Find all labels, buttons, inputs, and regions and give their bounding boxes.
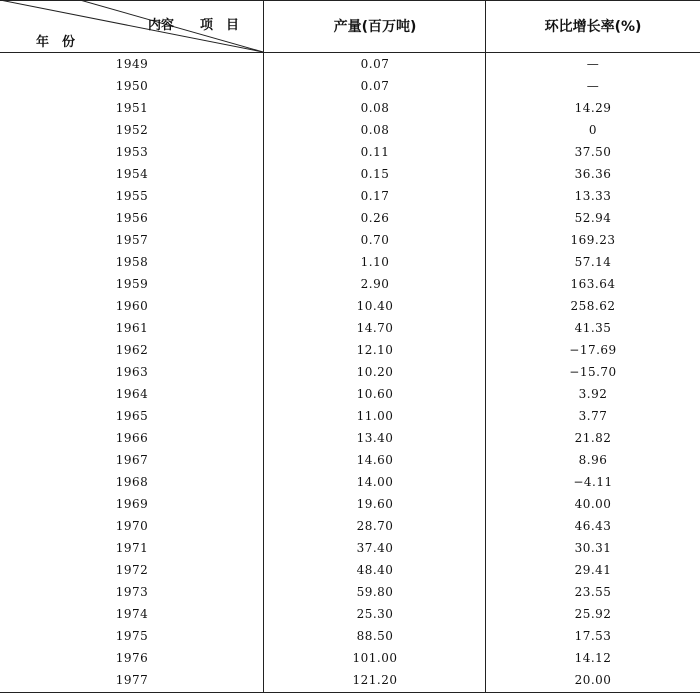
table-row <box>0 427 700 449</box>
table-row <box>0 273 700 295</box>
table-row <box>0 537 700 559</box>
production-cell: 0.07 <box>360 57 390 71</box>
table-row <box>0 75 700 97</box>
year-cell: 1971 <box>115 541 149 555</box>
growth-rate-cell: 37.50 <box>574 145 612 159</box>
production-cell: 2.90 <box>360 277 390 291</box>
year-cell: 1969 <box>115 497 149 511</box>
header-growth-rate: 环比增长率(%) <box>544 19 642 35</box>
growth-rate-cell: 8.96 <box>578 453 608 467</box>
table-row <box>0 229 700 251</box>
production-cell: 0.11 <box>360 145 390 159</box>
growth-rate-cell: 23.55 <box>574 585 612 599</box>
growth-rate-cell: 36.36 <box>574 167 612 181</box>
growth-rate-cell: 57.14 <box>574 255 612 269</box>
production-cell: 10.60 <box>356 387 394 401</box>
growth-rate-cell: −4.11 <box>573 475 613 489</box>
growth-rate-cell: 163.64 <box>570 277 616 291</box>
year-cell: 1968 <box>115 475 149 489</box>
table-row <box>0 449 700 471</box>
year-cell: 1965 <box>115 409 149 423</box>
table-body <box>0 53 700 691</box>
growth-rate-cell: 258.62 <box>570 299 616 313</box>
table-row <box>0 515 700 537</box>
year-cell: 1963 <box>115 365 149 379</box>
growth-rate-cell: 25.92 <box>574 607 612 621</box>
table-row <box>0 581 700 603</box>
production-cell: 0.70 <box>360 233 390 247</box>
table-row <box>0 207 700 229</box>
growth-rate-cell: 41.35 <box>574 321 612 335</box>
production-cell: 0.07 <box>360 79 390 93</box>
table-row <box>0 163 700 185</box>
growth-rate-cell: 20.00 <box>574 673 612 687</box>
production-cell: 48.40 <box>356 563 394 577</box>
header-production: 产量(百万吨) <box>333 19 417 35</box>
year-cell: 1959 <box>115 277 149 291</box>
production-cell: 101.00 <box>352 651 398 665</box>
production-cell: 59.80 <box>356 585 394 599</box>
growth-rate-cell: 14.12 <box>574 651 612 665</box>
year-cell: 1952 <box>115 123 149 137</box>
growth-rate-cell: 21.82 <box>574 431 612 445</box>
production-cell: 14.00 <box>356 475 394 489</box>
table-row <box>0 559 700 581</box>
corner-label-top: 内容 项 目 <box>148 18 240 33</box>
year-cell: 1961 <box>115 321 149 335</box>
table-row <box>0 339 700 361</box>
year-cell: 1966 <box>115 431 149 445</box>
growth-rate-cell: — <box>586 57 600 71</box>
year-cell: 1975 <box>115 629 149 643</box>
year-cell: 1973 <box>115 585 149 599</box>
table-row <box>0 185 700 207</box>
production-cell: 25.30 <box>356 607 394 621</box>
year-cell: 1974 <box>115 607 149 621</box>
table-row <box>0 119 700 141</box>
corner-label-bottom: 年 份 <box>36 35 76 50</box>
growth-rate-cell: 169.23 <box>570 233 616 247</box>
year-cell: 1950 <box>115 79 149 93</box>
year-cell: 1949 <box>115 57 149 71</box>
year-cell: 1957 <box>115 233 149 247</box>
table-row <box>0 97 700 119</box>
table-row <box>0 471 700 493</box>
year-cell: 1956 <box>115 211 149 225</box>
year-cell: 1970 <box>115 519 149 533</box>
year-cell: 1955 <box>115 189 149 203</box>
growth-rate-cell: 17.53 <box>574 629 612 643</box>
table-row <box>0 669 700 691</box>
table-row <box>0 317 700 339</box>
growth-rate-cell: 46.43 <box>574 519 612 533</box>
year-cell: 1977 <box>115 673 149 687</box>
year-cell: 1951 <box>115 101 149 115</box>
production-cell: 0.08 <box>360 123 390 137</box>
production-cell: 0.08 <box>360 101 390 115</box>
year-cell: 1958 <box>115 255 149 269</box>
year-cell: 1954 <box>115 167 149 181</box>
growth-rate-cell: 0 <box>588 123 598 137</box>
table-row <box>0 251 700 273</box>
production-cell: 12.10 <box>356 343 394 357</box>
year-cell: 1972 <box>115 563 149 577</box>
year-cell: 1962 <box>115 343 149 357</box>
production-cell: 11.00 <box>356 409 394 423</box>
production-cell: 13.40 <box>356 431 394 445</box>
table-row <box>0 141 700 163</box>
year-cell: 1967 <box>115 453 149 467</box>
table-row <box>0 383 700 405</box>
production-cell: 37.40 <box>356 541 394 555</box>
production-cell: 0.26 <box>360 211 390 225</box>
year-cell: 1953 <box>115 145 149 159</box>
year-cell: 1964 <box>115 387 149 401</box>
production-cell: 121.20 <box>352 673 398 687</box>
production-cell: 0.15 <box>360 167 390 181</box>
growth-rate-cell: 30.31 <box>574 541 612 555</box>
table-row <box>0 53 700 75</box>
table-row <box>0 603 700 625</box>
year-cell: 1960 <box>115 299 149 313</box>
production-cell: 19.60 <box>356 497 394 511</box>
growth-rate-cell: 3.92 <box>578 387 608 401</box>
table-row <box>0 361 700 383</box>
growth-rate-cell: −17.69 <box>569 343 617 357</box>
production-cell: 14.60 <box>356 453 394 467</box>
production-cell: 10.20 <box>356 365 394 379</box>
growth-rate-cell: 14.29 <box>574 101 612 115</box>
production-cell: 1.10 <box>360 255 390 269</box>
table-row <box>0 493 700 515</box>
growth-rate-cell: 3.77 <box>578 409 608 423</box>
production-cell: 0.17 <box>360 189 390 203</box>
table-row <box>0 625 700 647</box>
production-cell: 14.70 <box>356 321 394 335</box>
table-row <box>0 405 700 427</box>
growth-rate-cell: 40.00 <box>574 497 612 511</box>
growth-rate-cell: 13.33 <box>574 189 612 203</box>
growth-rate-cell: 29.41 <box>574 563 612 577</box>
production-cell: 28.70 <box>356 519 394 533</box>
growth-rate-cell: — <box>586 79 600 93</box>
year-cell: 1976 <box>115 651 149 665</box>
table-row <box>0 295 700 317</box>
production-cell: 10.40 <box>356 299 394 313</box>
table-row <box>0 647 700 669</box>
growth-rate-cell: −15.70 <box>569 365 617 379</box>
growth-rate-cell: 52.94 <box>574 211 612 225</box>
production-cell: 88.50 <box>356 629 394 643</box>
